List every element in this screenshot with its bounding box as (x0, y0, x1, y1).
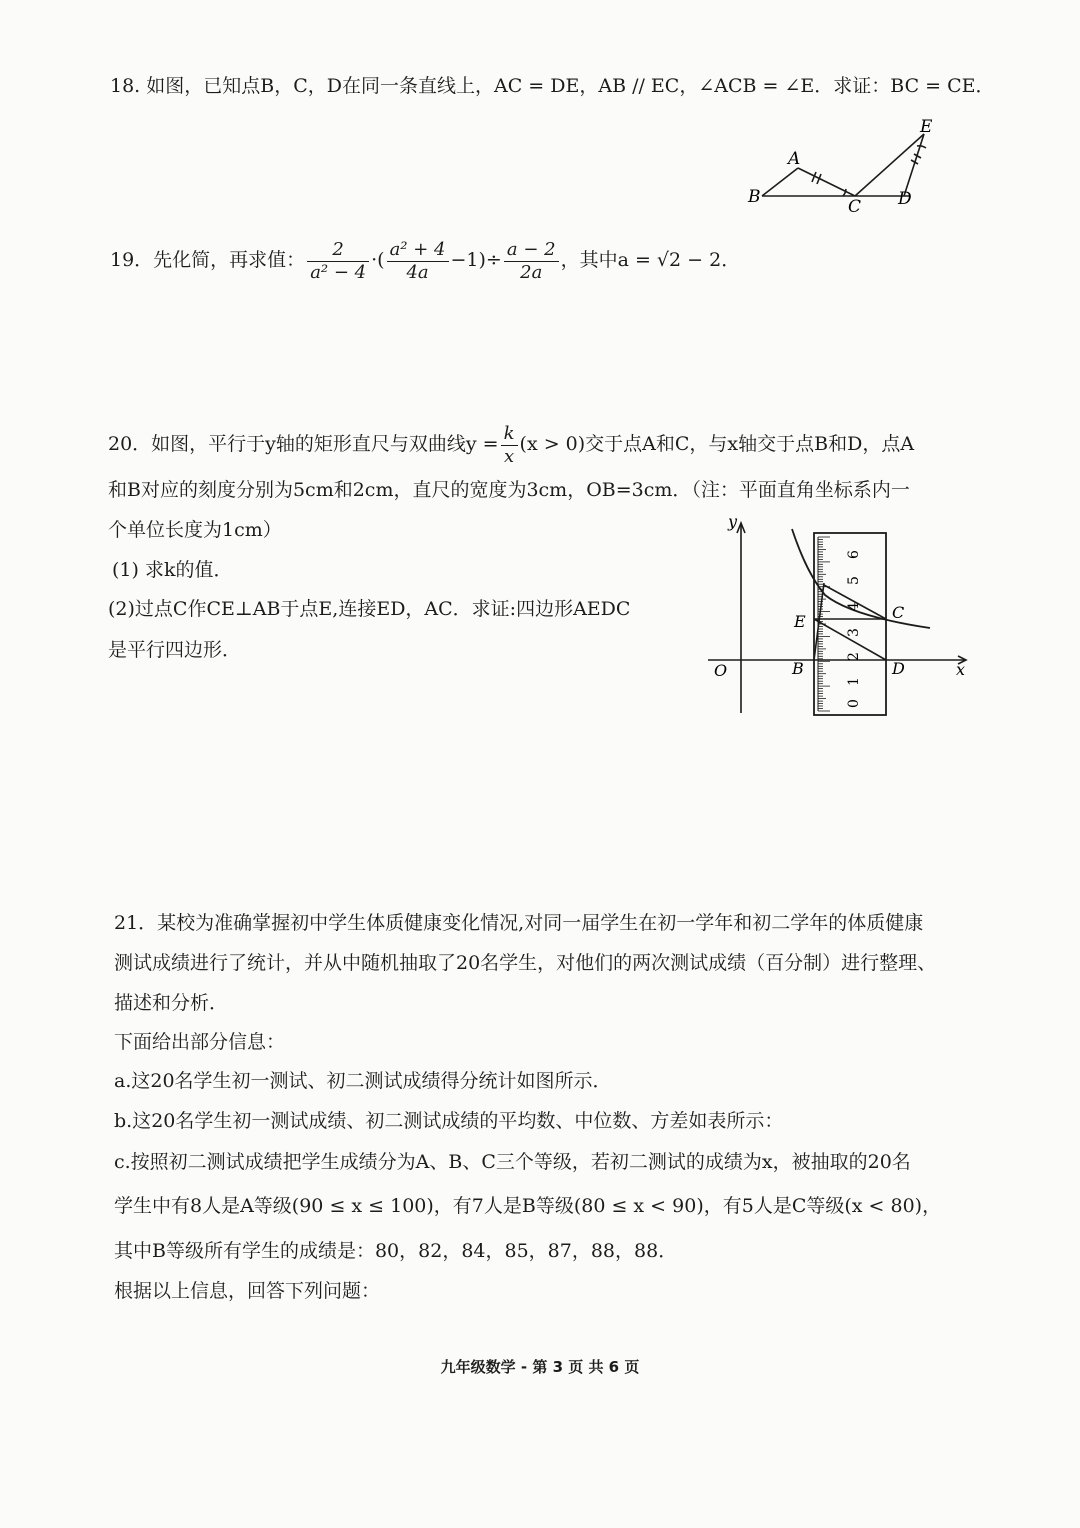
page-footer: 九年级数学 - 第 3 页 共 6 页 (440, 1358, 640, 1376)
ruler-number-4: 4 (846, 602, 862, 611)
q19-fraction-3 (504, 239, 559, 284)
ruler-number-1: 1 (846, 677, 862, 686)
question-20-line-3: 个单位长度为1cm） (108, 519, 282, 541)
q19-suffix: ，其中a = √2 − 2． (560, 249, 741, 271)
ruler-ticks (818, 537, 830, 711)
fig-y-label: y (728, 515, 738, 531)
question-20-part-2-cont: 是平行四边形． (108, 639, 242, 661)
question-21-info-c: c.按照初二测试成绩把学生成绩分为A、B、C三个等级，若初二测试的成绩为x，被抽取的20名 (114, 1151, 911, 1173)
q19-prefix: 19．先化简，再求值： (110, 249, 306, 271)
question-21-info-b: b.这20名学生初一测试成绩、初二测试成绩的平均数、中位数、方差如表所示： (114, 1110, 784, 1132)
ruler-number-5: 5 (846, 576, 862, 585)
q19-f1-numerator: 2 (307, 239, 369, 262)
question-20-part-1: (1) 求k的值． (112, 559, 233, 581)
q19-f2-numerator: a² + 4 (387, 239, 449, 262)
q20-frac-numerator: k (501, 423, 518, 446)
fig-O-label: O (714, 661, 728, 680)
q19-fraction-1 (307, 239, 369, 284)
question-21-line-4: 下面给出部分信息： (114, 1031, 286, 1053)
ruler-number-0: 0 (846, 699, 862, 708)
question-21-line-2: 测试成绩进行了统计，并从中随机抽取了20名学生，对他们的两次测试成绩（百分制）进行整理、 (114, 952, 937, 974)
label-D: D (898, 189, 912, 209)
ruler-number-2: 2 (846, 652, 862, 661)
q20-line1-a: 20．如图，平行于y轴的矩形直尺与双曲线y = (108, 433, 499, 455)
ruler-numbers (846, 550, 862, 708)
q20-line1-b: (x > 0)交于点A和C，与x轴交于点B和D，点A (519, 433, 915, 455)
q19-mid1: ·( (371, 249, 385, 271)
question-18-figure (740, 112, 960, 212)
q19-f3-numerator: a − 2 (504, 239, 559, 262)
q19-f2-denominator: 4a (406, 261, 429, 283)
question-19 (110, 236, 740, 284)
label-C: C (848, 197, 862, 212)
fig-B-label: B (792, 659, 804, 678)
ruler-number-6: 6 (846, 550, 862, 559)
q19-mid2: −1)÷ (450, 249, 502, 271)
question-20-line-1 (108, 420, 914, 468)
fig-C-label: C (892, 603, 905, 622)
label-A: A (788, 149, 801, 169)
question-20-line-2: 和B对应的刻度分别为5cm和2cm，直尺的宽度为3cm，OB=3cm．（注：平面直角坐标系内一 (108, 479, 910, 501)
question-21-info-a: a.这20名学生初一测试、初二测试成绩得分统计如图所示． (114, 1070, 612, 1092)
fig-D-label: D (892, 659, 905, 678)
question-20-part-2: (2)过点C作CE⊥AB于点E,连接ED，AC．求证:四边形AEDC (108, 598, 631, 620)
q19-f1-denominator: a² − 4 (310, 261, 367, 283)
q20-frac-denominator: x (503, 445, 515, 467)
fig-E-label: E (794, 612, 806, 631)
ruler-number-3: 3 (846, 628, 862, 637)
fig-x-label: x (956, 660, 966, 679)
q19-fraction-2 (387, 239, 449, 284)
q19-f3-denominator: 2a (520, 261, 543, 283)
question-21-line-3: 描述和分析． (114, 992, 229, 1014)
label-B: B (748, 187, 761, 207)
q20-fraction (501, 423, 518, 468)
question-21-line-10: 根据以上信息，回答下列问题： (114, 1280, 381, 1302)
question-18-text: 18. 如图，已知点B，C，D在同一条直线上，AC = DE，AB // EC，∠ACB = ∠E．求证：BC = CE． (110, 75, 995, 97)
label-E: E (920, 117, 933, 137)
question-21-line-1: 21．某校为准确掌握初中学生体质健康变化情况,对同一届学生在初一学年和初二学年的体质健康 (114, 912, 924, 934)
question-20-figure (700, 515, 980, 725)
question-21-line-9: 其中B等级所有学生的成绩是：80，82，84，85，87，88，88． (114, 1240, 678, 1262)
question-21-line-8: 学生中有8人是A等级(90 ≤ x ≤ 100)，有7人是B等级(80 ≤ x < 90)，有5人是C等级(x < 80)， (114, 1195, 942, 1217)
